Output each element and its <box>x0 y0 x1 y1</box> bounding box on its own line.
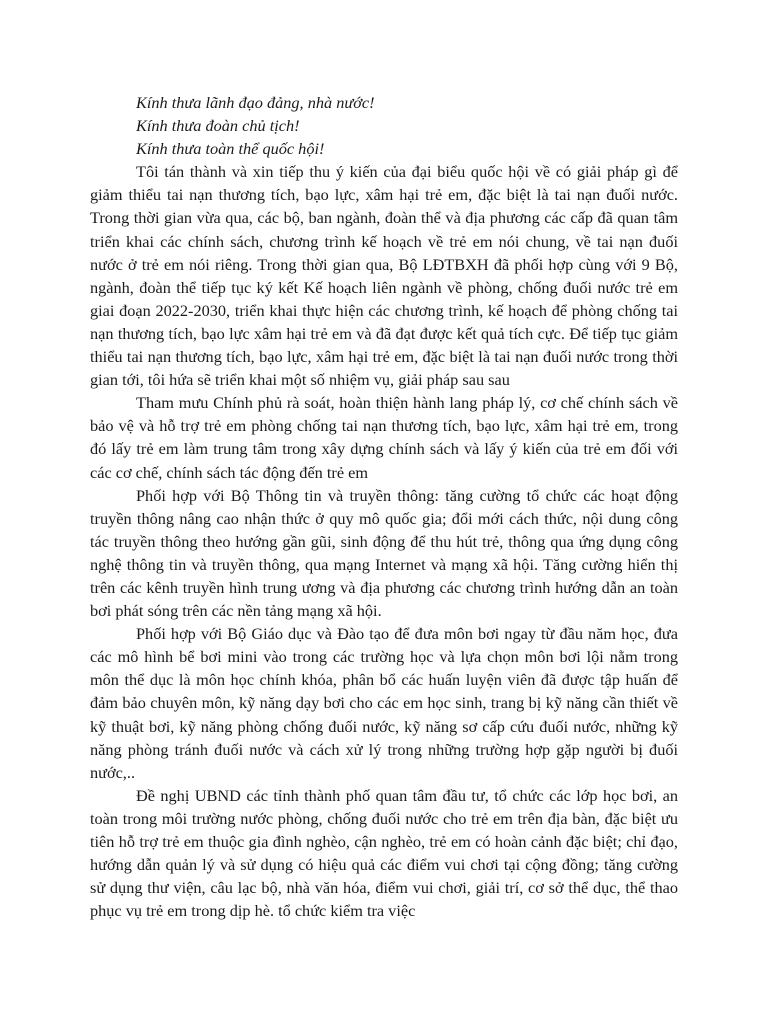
paragraph-education: Phối hợp với Bộ Giáo dục và Đào tạo để đưa môn bơi ngay từ đầu năm học, đưa các mô hình bể bơi mini vào trong các trường học và lựa chọn môn bơi lội nằm trong môn thể dục là môn học chính khóa, phân bổ các huấn luyện viên đã được tập huấn để đảm bảo chuyên môn, kỹ năng dạy bơi cho các em học sinh, trang bị kỹ năng cần thiết về kỹ thuật bơi, kỹ năng phòng chống đuối nước, kỹ năng sơ cấp cứu đuối nước, những kỹ năng phòng tránh đuối nước và cách xử lý trong những trường hợp gặp người bị đuối nước,.. <box>90 624 678 782</box>
greeting-assembly: Kính thưa toàn thể quốc hội! <box>136 139 325 159</box>
paragraph-communication: Phối hợp với Bộ Thông tin và truyền thông: tăng cường tổ chức các hoạt động truyền thông nâng cao nhận thức ở quy mô quốc gia; đổi mới cách thức, nội dung công tác truyền thông theo hướng gần gũi, sinh động để thu hút trẻ, thông qua ứng dụng công nghệ thông tin và truyền thông, qua mạng Internet và mạng xã hội. Tăng cường hiển thị trên các kênh truyền hình trung ương và địa phương các chương trình hướng dẫn an toàn bơi phát sóng trên các nền tảng mạng xã hội. <box>90 485 678 621</box>
greeting-presidium: Kính thưa đoàn chủ tịch! <box>136 116 300 136</box>
paragraph-introduction: Tôi tán thành và xin tiếp thu ý kiến của đại biểu quốc hội về có giải pháp gì để giảm thiểu tai nạn thương tích, bạo lực, xâm hại trẻ em, đặc biệt là tai nạn đuối nước. Trong thời gian vừa qua, các bộ, ban ngành, đoàn thể và địa phương các cấp đã quan tâm triển khai các chính sách, chương trình kế hoạch về trẻ em nói chung, về tai nạn đuối nước ở trẻ em nói riêng. Trong thời gian qua, Bộ LĐTBXH đã phối hợp cùng với 9 Bộ, ngành, đoàn thể tiếp tục ký kết Kế hoạch liên ngành về phòng, chống đuối nước trẻ em giai đoạn 2022-2030, triển khai thực hiện các chương trình, kế hoạch để phòng chống tai nạn thương tích, bạo lực xâm hại trẻ em và đã đạt được kết quả tích cực. Để tiếp tục giảm thiểu tai nạn thương tích, bạo lực, xâm hại trẻ em, đặc biệt là tai nạn đuối nước trong thời gian tới, tôi hứa sẽ triển khai một số nhiệm vụ, giải pháp sau sau <box>90 162 678 390</box>
greeting-leaders: Kính thưa lãnh đạo đảng, nhà nước! <box>136 93 375 112</box>
paragraph-policy: Tham mưu Chính phủ rà soát, hoàn thiện hành lang pháp lý, cơ chế chính sách về bảo vệ và hỗ trợ trẻ em phòng chống tai nạn thương tích, bạo lực, xâm hại trẻ em, trong đó lấy trẻ em làm trung tâm trong xây dựng chính sách và lấy ý kiến của trẻ em đối với các cơ chế, chính sách tác động đến trẻ em <box>90 393 678 482</box>
paragraph-local-government: Đề nghị UBND các tỉnh thành phố quan tâm đầu tư, tổ chức các lớp học bơi, an toàn trong môi trường nước phòng, chống đuối nước cho trẻ em trên địa bàn, đặc biệt ưu tiên hỗ trợ trẻ em thuộc gia đình nghèo, cận nghèo, trẻ em có hoàn cảnh đặc biệt; chỉ đạo, hướng dẫn quản lý và sử dụng có hiệu quả các điểm vui chơi tại cộng đồng; tăng cường sử dụng thư viện, câu lạc bộ, nhà văn hóa, điểm vui chơi, giải trí, cơ sở thể dục, thể thao phục vụ trẻ em trong dịp hè. tổ chức kiểm tra việc <box>90 785 678 921</box>
